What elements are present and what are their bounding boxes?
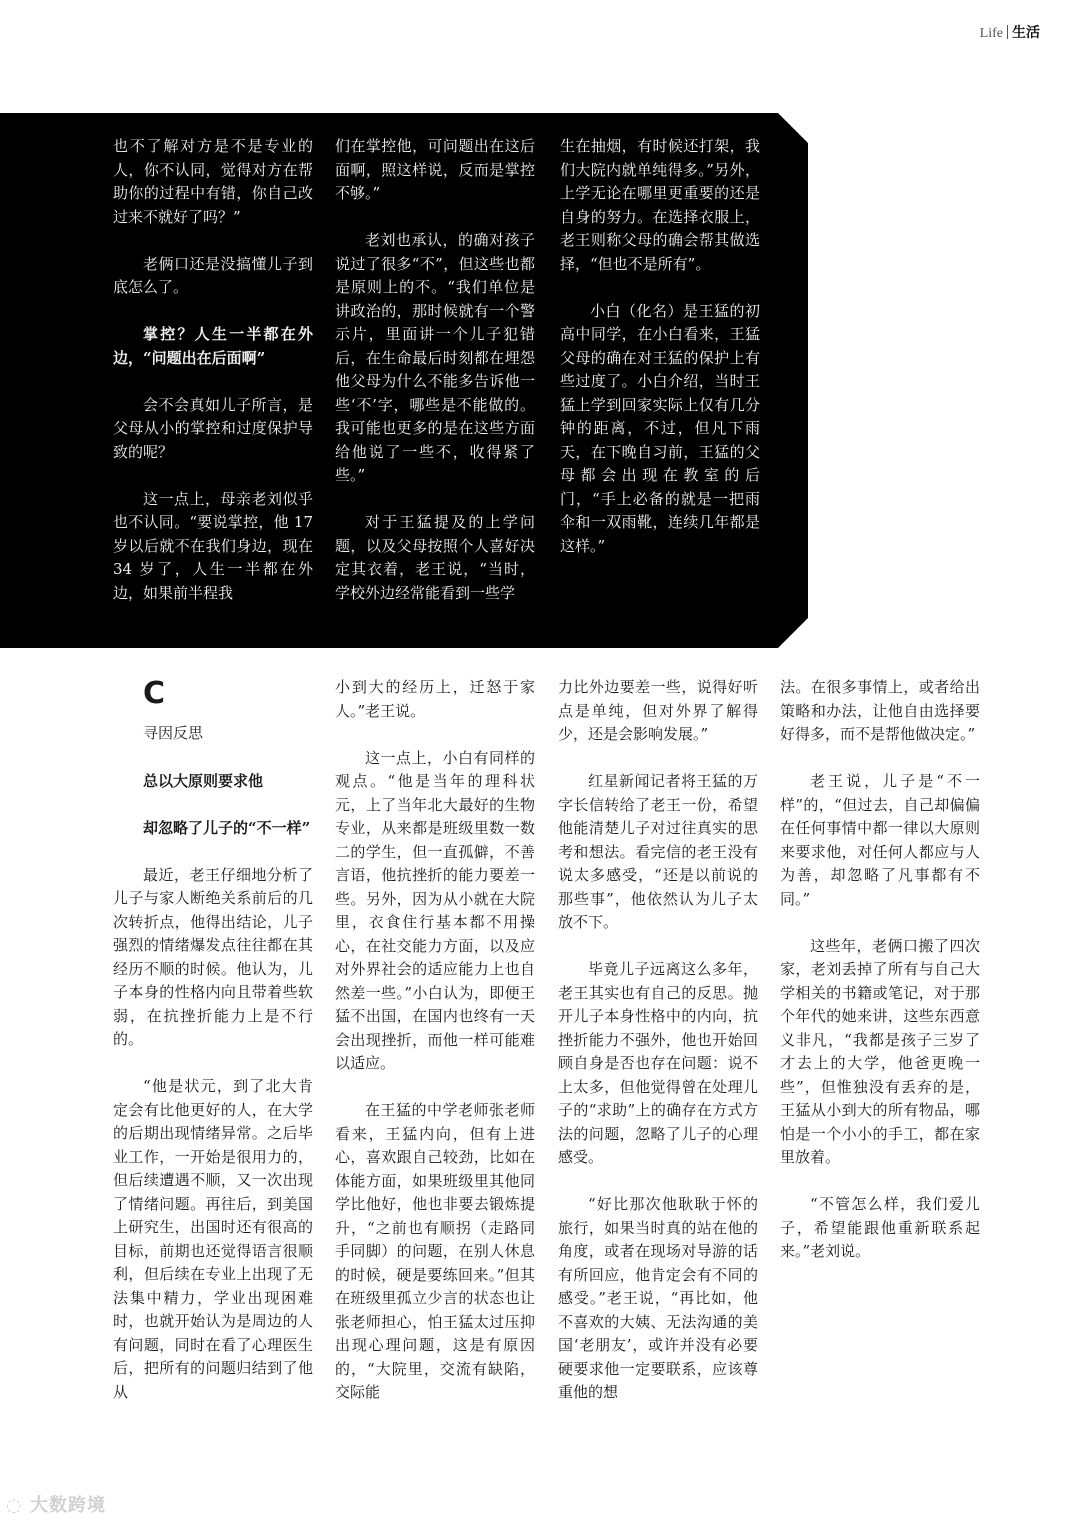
paragraph: 红星新闻记者将王猛的万字长信转给了老王一份，希望他能清楚儿子对过往真实的思考和想法。看完信的老王没有说太多感受，“还是以前说的那些事”，他依然认为儿子太放不下。 (558, 772, 758, 931)
paragraph: 这些年，老俩口搬了四次家，老刘丢掉了所有与自己大学相关的书籍或笔记，对于那个年代的她来讲，这些东西意义非凡，“我都是孩子三岁了才去上的大学，他爸更晚一些”，但惟独没有丢弃的是，王猛从小到大的所有物品，哪怕是一个小小的手工，都在家里放着。 (780, 936, 980, 1166)
paragraph: 对于王猛提及的上学问题，以及父母按照个人喜好决定其衣着，老王说，“当时，学校外边经常能看到一些学 (335, 513, 535, 602)
paragraph: 这一点上，小白有同样的观点。“他是当年的理科状元，上了当年北大最好的生物专业，从来都是班级里数一数二的学生，但一直孤僻，不善言语，他抗挫折的能力要差一些。另外，因为从小就在大院里，衣食住行基本都不用操心，在社交能力方面，以及应对外界社会的适应能力上也自然差一些。”小白认为，即便王猛不出国，在国内也终有一天会出现挫折，而他一样可能难以适应。 (335, 748, 535, 1072)
chat-bubble-icon: ◌ (6, 1495, 23, 1516)
paragraph: 也不了解对方是不是专业的人，你不认同，觉得对方在帮助你的过程中有错，你自己改过来不就好了吗？” (113, 137, 313, 226)
paragraph: 小白（化名）是王猛的初高中同学，在小白看来，王猛父母的确在对王猛的保护上有些过度了。小白介绍，当时王猛上学到回家实际上仅有几分钟的距离，不过，但凡下雨天，在下晚自习前，王猛的父母都会出现在教室的后门，“手上必备的就是一把雨伞和一双雨靴，连续几年都是这样。” (560, 301, 760, 555)
black-column-3 (560, 135, 760, 582)
paragraph: 老俩口还是没搞懂儿子到底怎么了。 (113, 254, 313, 296)
paragraph: 最近，老王仔细地分析了儿子与家人断绝关系前后的几次转折点，他得出结论，儿子强烈的情绪爆发点往往都在其经历不顺的时候。他认为，儿子本身的性格内向且带着些软弱，在抗挫折能力上是不行的。 (113, 865, 313, 1048)
paragraph: 生在抽烟，有时候还打架，我们大院内就单纯得多。”另外，上学无论在哪里更重要的还是自身的努力。在选择衣服上，老王则称父母的确会帮其做选择，“但也不是所有”。 (560, 137, 760, 273)
article-column-2 (335, 676, 535, 1428)
section-subtitle: 寻因反思 (143, 724, 204, 742)
subheading: 总以大原则要求他 (143, 771, 264, 790)
paragraph: 老王说，儿子是“不一样”的，“但过去，自己却偏偏在任何事情中都一律以大原则来要求他，对任何人都应与人为善，却忽略了凡事都有不同。” (780, 772, 980, 908)
paragraph: 老刘也承认，的确对孩子说过了很多“不”，但这些也都是原则上的不。“我们单位是讲政治的，那时候就有一个警示片，里面讲一个儿子犯错后，在生命最后时刻都在埋怨他父母为什么不能多告诉他一些‘不’字，哪些是不能做的。我可能也更多的是在这些方面给他说了一些不，收得紧了些。” (335, 231, 535, 484)
section-letter: C (143, 676, 166, 711)
black-column-1 (113, 135, 313, 629)
page-header (980, 22, 1040, 42)
article-column-1 (113, 676, 313, 1428)
header-section-label: 生活 (1012, 25, 1040, 41)
paragraph: 小到大的经历上，迁怒于家人。”老王说。 (335, 678, 535, 720)
paragraph: “好比那次他耿耿于怀的旅行，如果当时真的站在他的角度，或者在现场对导游的话有所回应，他肯定会有不同的感受。”老王说，“再比如，他不喜欢的大姨、无法沟通的美国‘老朋友’，或许并没有必要硬要求他一定要联系，应该尊重他的想 (558, 1195, 758, 1401)
paragraph: “不管怎么样，我们爱儿子，希望能跟他重新联系起来。”老刘说。 (780, 1195, 980, 1260)
header-life-label: Life (979, 26, 1003, 41)
paragraph: “他是状元，到了北大肯定会有比他更好的人，在大学的后期出现情绪异常。之后毕业工作，一开始是很用力的，但后续遭遇不顺，又一次出现了情绪问题。再往后，到美国上研究生，出国时还有很高的目标，前期也还觉得语言很顺利，但后续在专业上出现了无法集中精力，学业出现困难时，也就开始认为是周边的人有问题，同时在看了心理医生后，把所有的问题归结到了他从 (113, 1077, 313, 1401)
paragraph: 们在掌控他，可问题出在这后面啊，照这样说，反而是掌控不够。” (335, 137, 535, 202)
black-column-2 (335, 135, 535, 629)
watermark-logo (6, 1491, 106, 1517)
paragraph: 法。在很多事情上，或者给出策略和办法，让他自由选择要好得多，而不是帮他做决定。” (780, 678, 980, 743)
paragraph: 这一点上，母亲老刘似乎也不认同。“要说掌控，他 17 岁以后就不在我们身边，现在 34 岁了，人生一半都在外边，如果前半程我 (113, 489, 313, 602)
paragraph: 会不会真如儿子所言，是父母从小的掌控和过度保护导致的呢？ (113, 395, 313, 461)
paragraph: 力比外边要差一些，说得好听点是单纯，但对外界了解得少，还是会影响发展。” (558, 678, 758, 743)
article-column-3 (558, 676, 758, 1428)
subheading: 却忽略了儿子的“不一样” (143, 818, 311, 837)
subheading: 掌控？人生一半都在外边，“问题出在后面啊” (113, 325, 313, 367)
article-column-4 (780, 676, 980, 1287)
watermark-text: 大数跨境 (30, 1495, 106, 1516)
header-divider (1007, 25, 1008, 39)
paragraph: 在王猛的中学老师张老师看来，王猛内向，但有上进心，喜欢跟自己较劲，比如在体能方面，如果班级里其他同学比他好，他也非要去锻炼提升，“之前也有顺拐（走路同手同脚）的问题，在别人休息的时候，硬是要练回来。”但其在班级里孤立少言的状态也让张老师担心，怕王猛太过压抑出现心理问题，这是有原因的，“大院里，交流有缺陷，交际能 (335, 1101, 535, 1401)
paragraph: 毕竟儿子远离这么多年，老王其实也有自己的反思。抛开儿子本身性格中的内向，抗挫折能力不强外，他也开始回顾自身是否也存在问题：说不上太多，但他觉得曾在处理儿子的“求助”上的确存在方式方法的问题，忽略了儿子的心理感受。 (558, 960, 758, 1166)
